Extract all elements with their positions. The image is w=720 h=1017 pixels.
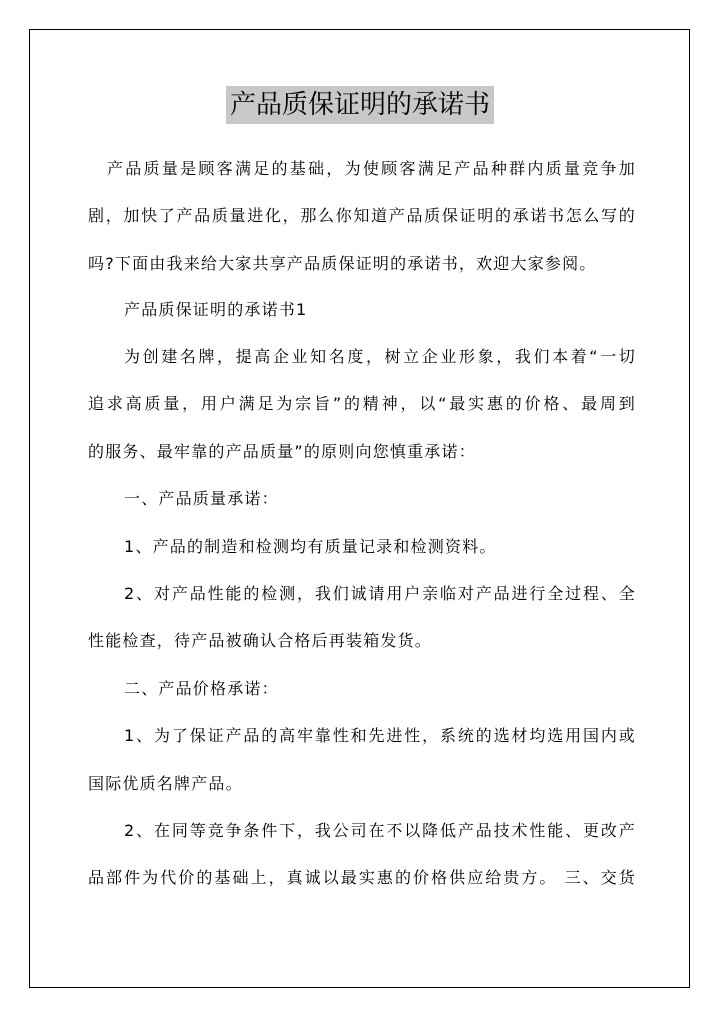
section-heading: 产品质保证明的承诺书1 [124, 300, 308, 319]
paragraph-line: 追求高质量，用户满足为宗旨”的精神，以“最实惠的价格、最周到 [88, 394, 636, 413]
paragraph-line: 2、在同等竞争条件下，我公司在不以降低产品技术性能、更改产 [124, 821, 636, 840]
section-heading: 二、产品价格承诺： [124, 679, 279, 698]
paragraph-line: 国际优质名牌产品。 [88, 774, 243, 793]
document-title: 产品质保证明的承诺书 [226, 86, 494, 124]
paragraph-line: 吗?下面由我来给大家共享产品质保证明的承诺书，欢迎大家参阅。 [88, 254, 597, 273]
paragraph-line: 性能检查，待产品被确认合格后再装箱发货。 [88, 631, 433, 650]
paragraph-line: 剧，加快了产品质量进化，那么你知道产品质保证明的承诺书怎么写的 [88, 206, 636, 225]
paragraph-line: 产品质量是顾客满足的基础，为使顾客满足产品种群内质量竞争加 [107, 159, 636, 178]
paragraph-line: 为创建名牌，提高企业知名度，树立企业形象，我们本着“一切 [124, 347, 636, 366]
section-heading: 一、产品质量承诺： [124, 489, 279, 508]
paragraph-line: 的服务、最牢靠的产品质量”的原则向您慎重承诺： [88, 442, 476, 461]
paragraph-line: 2、对产品性能的检测，我们诚请用户亲临对产品进行全过程、全 [124, 584, 636, 603]
paragraph-line: 1、产品的制造和检测均有质量记录和检测资料。 [124, 537, 497, 556]
paragraph-line: 1、为了保证产品的高牢靠性和先进性，系统的选材均选用国内或 [124, 726, 636, 745]
paragraph-line: 品部件为代价的基础上，真诚以最实惠的价格供应给贵方。 三、交货 [88, 868, 636, 887]
